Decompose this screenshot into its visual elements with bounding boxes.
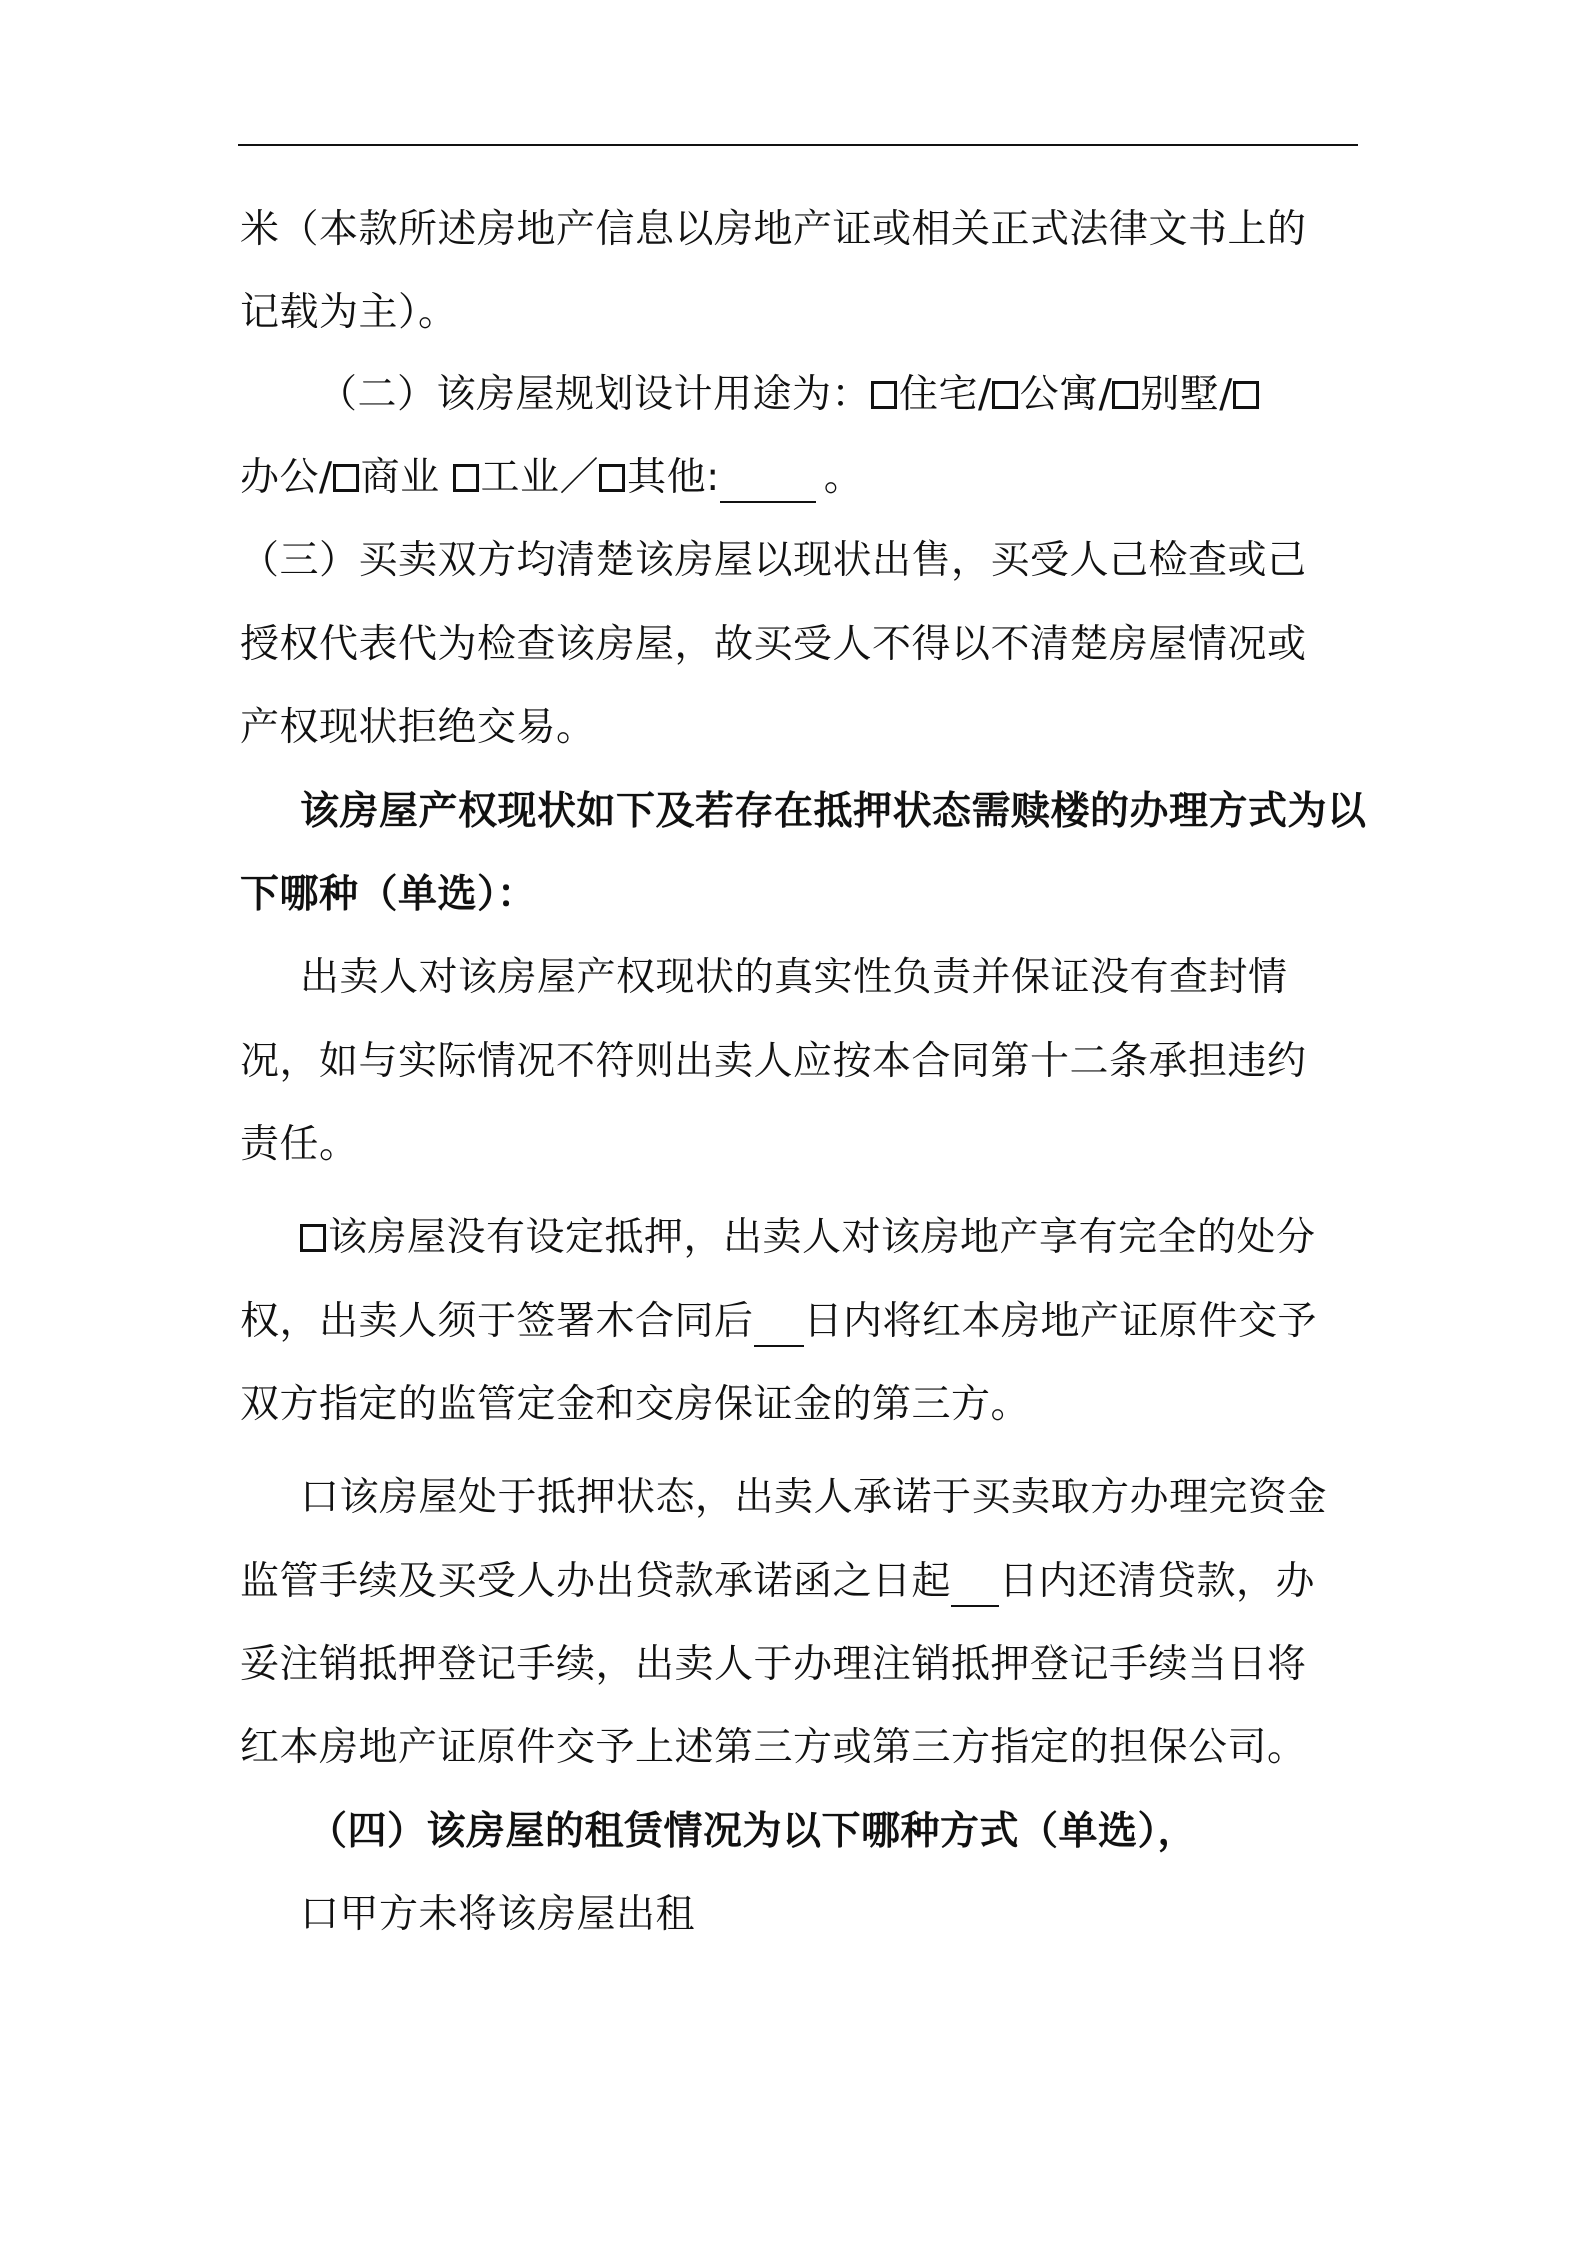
header-rule (238, 144, 1358, 146)
option-mortgaged-line: 口该房屋处于抵押状态，出卖人承诺于买卖取方办理完资金 (300, 1475, 1328, 1520)
text-line-10: 出卖人对该房屋产权现状的真实性负责并保证没有查封情 (300, 955, 1288, 1000)
checkbox-icon[interactable] (453, 464, 479, 492)
usage-option-villa: 别墅/ (1140, 372, 1233, 417)
usage-line-1 (318, 370, 1261, 420)
section-four-heading: （四）该房屋的租赁情况为以下哪种方式（单选）， (308, 1809, 1198, 1854)
other-usage-blank[interactable] (720, 461, 816, 503)
checkbox-icon[interactable] (1112, 381, 1138, 409)
text-line-2: 记载为主）。 (240, 290, 458, 335)
usage-option-commercial: 商业 (360, 455, 453, 500)
option-no-mortgage-line (300, 1213, 1316, 1263)
usage-option-apartment: 公寓/ (1019, 372, 1113, 417)
text-line-14 (240, 1297, 1317, 1347)
checkbox-icon[interactable] (992, 381, 1018, 409)
text-line-17 (240, 1557, 1315, 1607)
usage-option-other: 其他: (627, 455, 720, 500)
section-heading-line-1: 该房屋产权现状如下及若存在抵押状态需赎楼的办理方式为以 (300, 789, 1367, 834)
text-line-18: 妥注销抵押登记手续，出卖人于办理注销抵押登记手续当日将 (240, 1642, 1307, 1687)
text-segment: 日内还清贷款，办 (999, 1559, 1316, 1604)
text-line-11: 况，如与实际情况不符则出卖人应按本合同第十二条承担违约 (240, 1039, 1307, 1084)
checkbox-icon[interactable] (333, 464, 359, 492)
text-line-6: 授权代表代为检查该房屋，故买受人不得以不清楚房屋情况或 (240, 622, 1307, 667)
checkbox-icon[interactable] (599, 464, 625, 492)
option-no-mortgage-text: 该房屋没有设定抵押，出卖人对该房地产享有完全的处分 (328, 1215, 1316, 1260)
checkbox-icon[interactable] (300, 1224, 326, 1252)
checkbox-icon[interactable] (871, 381, 897, 409)
text-line-5: （三）买卖双方均清楚该房屋以现状出售，买受人己检查或己 (240, 538, 1307, 583)
text-segment: 监管手续及买受人办出贷款承诺函之日起 (240, 1559, 952, 1604)
usage-end: 。 (823, 455, 864, 500)
text-line-1: 米（本款所述房地产信息以房地产证或相关正式法律文书上的 (240, 207, 1307, 252)
usage-option-office: 办公/ (240, 455, 333, 500)
option-not-rented: 口甲方未将该房屋出租 (300, 1892, 696, 1937)
text-segment: 日内将红本房地产证原件交予 (803, 1299, 1318, 1344)
days-blank-1[interactable] (754, 1305, 804, 1347)
usage-line-2 (240, 453, 863, 503)
usage-prefix: （二）该房屋规划设计用途为： (318, 372, 872, 417)
text-segment: 权，出卖人须于签署木合同后 (240, 1299, 754, 1344)
text-line-7: 产权现状拒绝交易。 (240, 705, 596, 750)
usage-option-residential: 住宅/ (899, 372, 992, 417)
days-blank-2[interactable] (951, 1565, 999, 1607)
text-line-15: 双方指定的监管定金和交房保证金的第三方。 (240, 1382, 1031, 1427)
text-line-19: 红本房地产证原件交予上述第三方或第三方指定的担保公司。 (240, 1725, 1307, 1770)
text-line-12: 责任。 (240, 1122, 359, 1167)
checkbox-icon[interactable] (1233, 381, 1259, 409)
section-heading-line-2: 下哪种（单选）： (240, 872, 537, 917)
usage-option-industrial: 工业／ (480, 455, 600, 500)
